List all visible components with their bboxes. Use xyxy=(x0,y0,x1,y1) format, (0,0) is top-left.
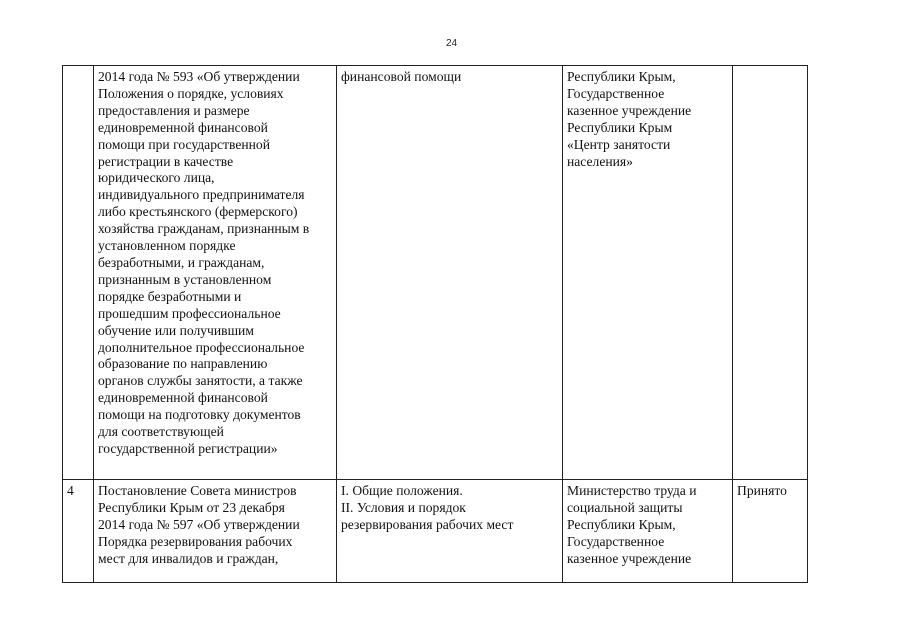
table-row xyxy=(63,480,808,583)
sections-cell: финансовой помощи xyxy=(337,66,563,480)
row-number-cell xyxy=(63,66,94,480)
status-cell: Принято xyxy=(733,480,808,583)
table-row xyxy=(63,66,808,480)
status-cell xyxy=(733,66,808,480)
responsible-agencies-cell: Министерство труда и социальной защиты Республики Крым, Государственное казенное учреждение xyxy=(563,480,733,583)
legal-acts-table xyxy=(62,65,808,583)
document-name-cell: Постановление Совета министров Республики Крым от 23 декабря 2014 года № 597 «Об утверждении Порядка резервирования рабочих мест для инвалидов и граждан, xyxy=(94,480,337,583)
sections-cell: I. Общие положения. II. Условия и порядок резервирования рабочих мест xyxy=(337,480,563,583)
page-number: 24 xyxy=(445,38,458,49)
document-name-cell: 2014 года № 593 «Об утверждении Положения о порядке, условиях предоставления и размере единовременной финансовой помощи при государственной регистрации в качестве юридического лица, индивидуального предпринимателя либо крестьянского (фермерского) хозяйства гражданам, признанным в установленном порядке безработными, и гражданам, признанным в установленном порядке безработными и прошедшим профессиональное обучение или получившим дополнительное профессиональное образование по направлению органов службы занятости, а также единовременной финансовой помощи на подготовку документов для соответствующей государственной регистрации» xyxy=(94,66,337,480)
responsible-agencies-cell: Республики Крым, Государственное казенное учреждение Республики Крым «Центр занятости населения» xyxy=(563,66,733,480)
row-number-cell: 4 xyxy=(63,480,94,583)
